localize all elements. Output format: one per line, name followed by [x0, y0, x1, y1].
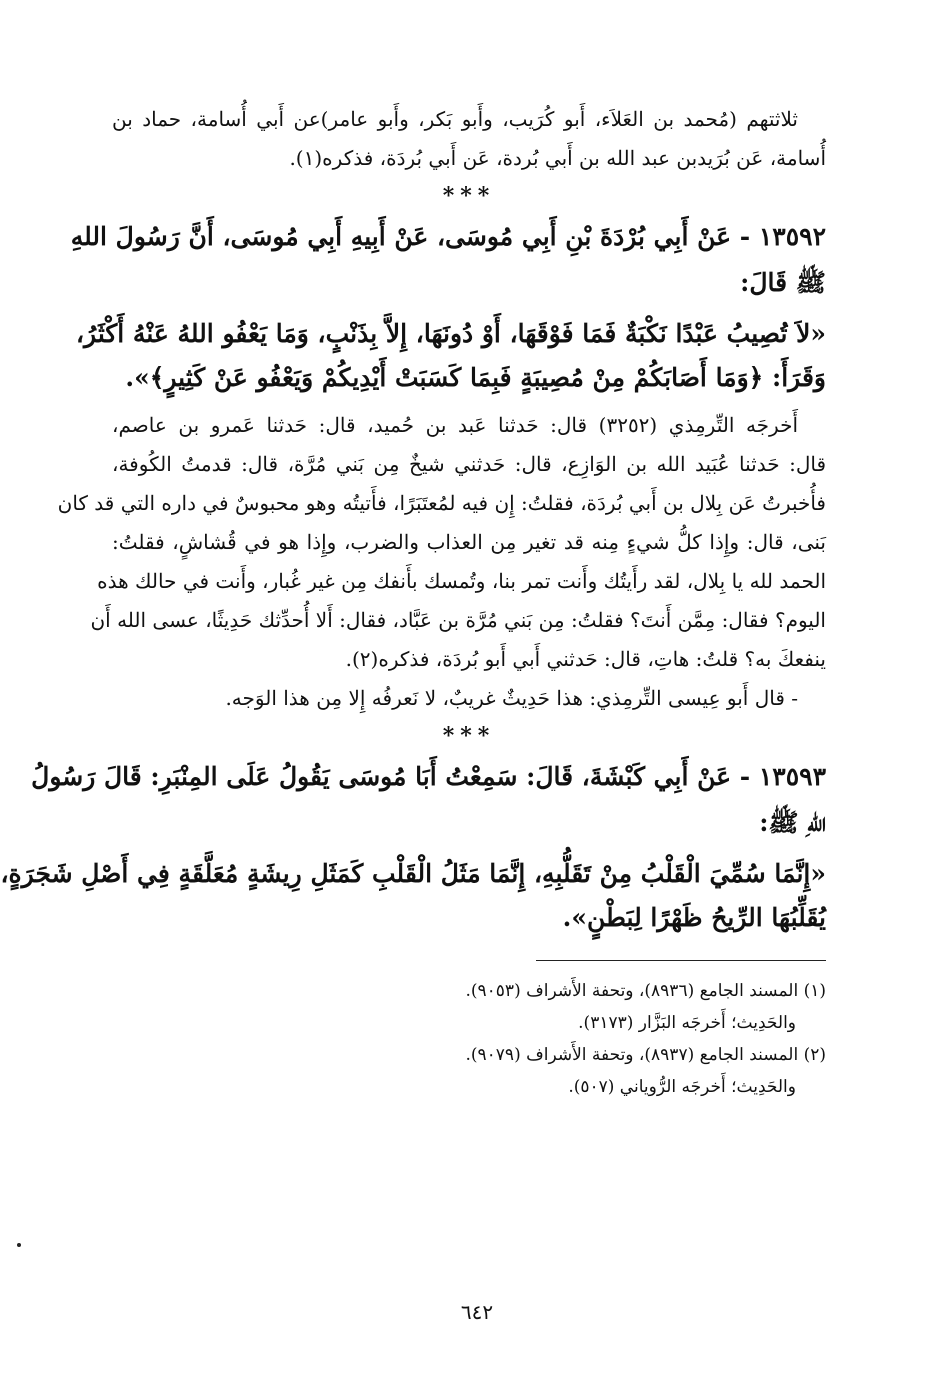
hadith-heading-line: ﷺ قَالَ: [740, 268, 826, 297]
footnote-2: (٢) المسند الجامع (٨٩٣٧)، وتحفة الأَشراف (٩٠٧٩). [465, 1045, 826, 1065]
hadith-1592 [57, 214, 826, 718]
hadith-heading-line: اللهِ ﷺ: [759, 808, 826, 837]
footnote-1: (١) المسند الجامع (٨٩٣٦)، وتحفة الأَشراف (٩٠٥٣). [465, 981, 826, 1001]
hadith-text-line: يُقَلِّبُهَا الرِّيحُ ظَهْرًا لِبَطْنٍ». [562, 903, 826, 932]
takhrij-line: قال: حَدثنا عُبَيد الله بن الوَازِع، قال: حَدثني شيخٌ مِن بَني مُرَّة، قال: قدمتُ الكُوفة، [112, 452, 826, 476]
hadith-text-line: وَقَرَأَ: ﴿وَمَا أَصَابَكُمْ مِنْ مُصِيبَةٍ فَبِمَا كَسَبَتْ أَيْدِيكُمْ وَيَعْفُو عَنْ كَثِيرٍ﴾». [125, 363, 826, 392]
hadith-text-line: «لاَ تُصِيبُ عَبْدًا نَكْبَةٌ فَمَا فَوْقَهَا، أَوْ دُونَهَا، إِلاَّ بِذَنْبٍ، وَمَا يَعْفُو اللهُ عَنْهُ أَكْثَرُ، [75, 319, 826, 348]
takhrij-line: فأُخبرتُ عَن بِلال بن أَبي بُردَة، فقلتُ: إِن فيه لمُعتَبَرًا، فأَتيتُه وهو محبوسٌ في داره التي قد كان [57, 491, 826, 515]
footnotes [112, 975, 826, 1103]
page-number: ٦٤٢ [460, 1300, 494, 1324]
hadith-1593 [0, 754, 826, 940]
hadith-heading-line: ١٣٥٩٢ - عَنْ أَبِي بُرْدَةَ بْنِ أَبِي مُوسَى، عَنْ أَبِيهِ أَبِي مُوسَى، أَنَّ رَسُولَ اللهِ [70, 222, 826, 251]
section-separator: *** [442, 183, 496, 209]
takhrij-line: اليوم؟ فقال: مِمَّن أَنتَ؟ فقلتُ: مِن بَني مُرَّة بن عَبَّاد، فقال: أَلا أُحدِّثك حَدِيثًا، عسى الله أَن [90, 608, 826, 632]
hadith-heading-line: ١٣٥٩٣ - عَنْ أَبِي كَبْشَةَ، قَالَ: سَمِعْتُ أَبَا مُوسَى يَقُولُ عَلَى المِنْبَرِ: قَالَ رَسُولُ [31, 762, 826, 791]
takhrij-line: بَنى، قال: وإِذا كلُّ شيءٍ مِنه قد تغير مِن العذاب والضرب، وإِذا هو في قُشاشٍ، فقلتُ: [112, 530, 826, 554]
takhrij-line: ينفعكَ به؟ قلتُ: هاتِ، قال: حَدثني أَبي أَبو بُردَة، فذكره(٢). [345, 647, 826, 671]
intro-line: ثلاثتهم (مُحمد بن العَلاَء، أَبو كُرَيب، وأَبو بَكر، وأَبو عامر)عن أَبي أُسامة، حماد بن [112, 107, 798, 131]
margin-mark [17, 1243, 21, 1247]
section-separator: *** [442, 723, 496, 749]
page-content [0, 100, 826, 1103]
takhrij-line: الحمد لله يا بِلال، لقد رأَيتُك وأَنت تمر بنا، وتُمسك بأَنفك مِن غير غُبار، وأَنت في حالك هذه [97, 569, 826, 593]
takhrij-line: أَخرجَه التِّرمِذي (٣٢٥٢) قال: حَدثنا عَبد بن حُميد، قال: حَدثنا عَمرو بن عاصم، [112, 413, 799, 437]
footnote-divider [536, 960, 826, 961]
intro-paragraph [112, 100, 826, 178]
footnote-2-source: والحَدِيث؛ أَخرجَه الرُّوياني (٥٠٧). [568, 1077, 796, 1097]
tirmidhi-note: - قال أَبو عِيسى التِّرمِذي: هذا حَدِيثٌ غريبٌ، لا نَعرفُه إِلا مِن هذا الوَجه. [225, 686, 798, 710]
intro-line: أُسامة، عَن بُرَيدبن عبد الله بن أَبي بُردة، عَن أَبي بُردَة، فذكره(١). [289, 146, 826, 170]
footnote-1-source: والحَدِيث؛ أَخرجَه البَزَّار (٣١٧٣). [578, 1013, 796, 1033]
hadith-text-line: «إِنَّمَا سُمِّيَ الْقَلْبُ مِنْ تَقَلُّبِهِ، إِنَّمَا مَثَلُ الْقَلْبِ كَمَثَلِ رِيشَةٍ مُعَلَّقَةٍ فِي أَصْلِ شَجَرَةٍ، [0, 859, 826, 888]
